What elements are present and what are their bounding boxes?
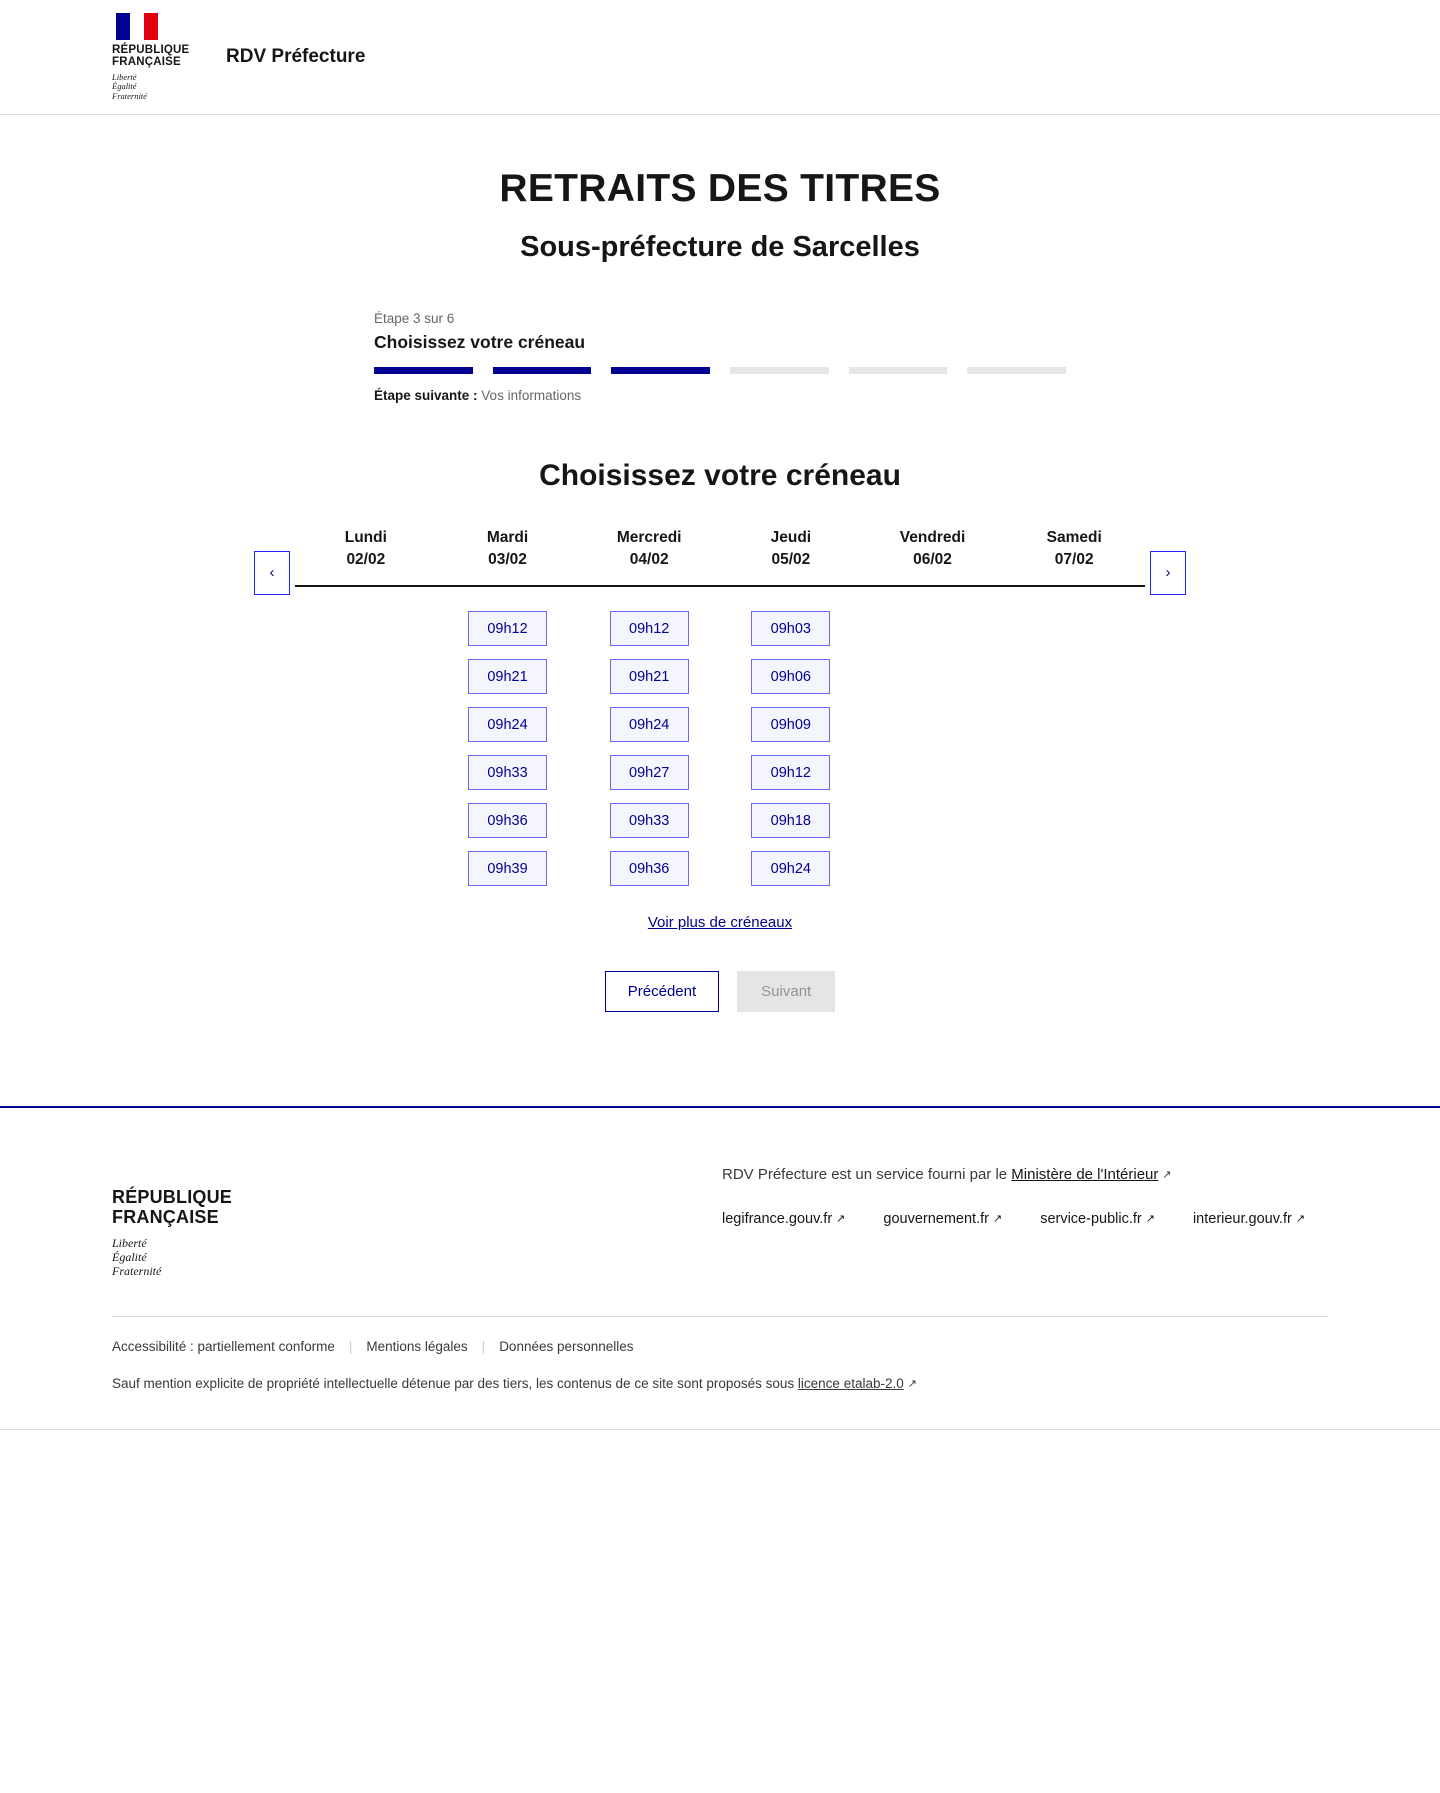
day-columns (295, 527, 1145, 886)
mentions-legales-link[interactable]: Mentions légales (366, 1339, 468, 1354)
slot-button[interactable]: 09h06 (751, 659, 830, 694)
footer-legal-links (112, 1339, 1328, 1354)
footer-logo (112, 1148, 472, 1278)
slot-button[interactable]: 09h24 (751, 851, 830, 886)
site-footer (0, 1106, 1440, 1429)
footer-license-note (112, 1376, 1328, 1429)
french-flag-icon (116, 13, 158, 40)
external-link-icon: ↗ (992, 1213, 1003, 1225)
french-flag-icon (114, 1148, 162, 1179)
stepper (374, 311, 1066, 403)
slot-button[interactable]: 09h21 (468, 659, 547, 694)
stepper-bar-3 (611, 367, 710, 374)
stepper-bar-1 (374, 367, 473, 374)
logo-line-1: RÉPUBLIQUE (112, 43, 190, 56)
stepper-next-label: Étape suivante : (374, 388, 478, 403)
brand-block[interactable] (112, 13, 365, 102)
day-header (720, 527, 862, 587)
day-name: Mardi (486, 529, 529, 546)
day-column-lundi (295, 527, 437, 886)
external-link-icon: ↗ (1145, 1213, 1155, 1225)
slot-button[interactable]: 09h27 (610, 755, 689, 790)
day-column-vendredi (862, 527, 1004, 886)
day-header (437, 527, 579, 587)
day-header (578, 527, 720, 587)
site-header (0, 0, 1440, 115)
bottom-rule (0, 1429, 1440, 1430)
footer-devise-egalite: Égalité (112, 1250, 147, 1264)
footer-description (722, 1166, 1328, 1183)
stepper-progress-bars (374, 367, 1066, 374)
slot-button[interactable]: 09h33 (610, 803, 689, 838)
more-slots-link[interactable]: Voir plus de créneaux (647, 914, 793, 931)
previous-button[interactable]: Précédent (605, 971, 719, 1012)
slot-button[interactable]: 09h21 (610, 659, 689, 694)
day-column-mardi (437, 527, 579, 886)
slot-list (437, 611, 579, 886)
devise-fraternite: Fraternité (112, 90, 147, 101)
stepper-next-value: Vos informations (481, 388, 582, 403)
republique-francaise-logo (112, 13, 204, 102)
slot-list (578, 611, 720, 886)
day-date: 02/02 (346, 551, 386, 568)
stepper-bar-5 (849, 367, 948, 374)
footer-logo-line-2: FRANÇAISE (112, 1207, 219, 1227)
slot-button[interactable]: 09h18 (751, 803, 830, 838)
day-name: Vendredi (899, 529, 966, 546)
slot-button[interactable]: 09h24 (468, 707, 547, 742)
day-column-mercredi (578, 527, 720, 886)
donnees-personnelles-link[interactable]: Données personnelles (499, 1339, 634, 1354)
footer-license-text: Sauf mention explicite de propriété intellectuelle détenue par des tiers, les contenus de ce site sont proposés sous (112, 1376, 798, 1391)
slot-button[interactable]: 09h36 (468, 803, 547, 838)
accessibility-link[interactable]: Accessibilité : partiellement conforme (112, 1339, 335, 1354)
day-date: 04/02 (629, 551, 669, 568)
footer-link-service-public[interactable]: service-public.fr ↗ (1040, 1211, 1155, 1227)
day-name: Samedi (1046, 529, 1102, 546)
stepper-bar-6 (967, 367, 1066, 374)
day-column-jeudi (720, 527, 862, 886)
day-column-samedi (1003, 527, 1145, 886)
footer-divider (112, 1316, 1328, 1429)
legal-divider: | (481, 1339, 486, 1354)
slot-button[interactable]: 09h33 (468, 755, 547, 790)
slot-section-heading: Choisissez votre créneau (539, 459, 901, 492)
footer-top (112, 1148, 1328, 1278)
footer-logo-line-1: RÉPUBLIQUE (112, 1187, 233, 1207)
devise-egalite: Égalité (112, 81, 137, 92)
external-link-icon: ↗ (1162, 1169, 1172, 1181)
day-name: Jeudi (770, 529, 812, 546)
slot-list (720, 611, 862, 886)
day-date: 05/02 (771, 551, 811, 568)
day-header (1003, 527, 1145, 587)
footer-right (472, 1148, 1328, 1227)
day-date: 07/02 (1054, 551, 1094, 568)
footer-devise (112, 1236, 472, 1278)
site-title[interactable]: RDV Préfecture (226, 46, 366, 67)
footer-devise-fraternite: Fraternité (112, 1264, 162, 1278)
legal-divider: | (348, 1339, 353, 1354)
page-title: RETRAITS DES TITRES (499, 167, 941, 210)
day-date: 06/02 (913, 551, 952, 568)
slot-button[interactable]: 09h39 (468, 851, 547, 886)
day-name: Lundi (344, 529, 387, 546)
slot-button[interactable]: 09h03 (751, 611, 830, 646)
day-header (295, 527, 437, 587)
footer-link-interieur[interactable]: interieur.gouv.fr ↗ (1192, 1211, 1306, 1227)
footer-description-text: RDV Préfecture est un service fourni par le (722, 1166, 1012, 1183)
day-name: Mercredi (616, 529, 682, 546)
stepper-next-step (374, 388, 1066, 403)
footer-external-links (722, 1211, 1328, 1227)
page-subtitle: Sous-préfecture de Sarcelles (520, 231, 920, 263)
form-actions (0, 971, 1440, 1012)
stepper-current-step-title: Choisissez votre créneau (374, 332, 586, 352)
slot-button[interactable]: 09h12 (468, 611, 547, 646)
stepper-step-count: Étape 3 sur 6 (374, 311, 455, 326)
external-link-icon: ↗ (836, 1213, 846, 1225)
footer-link-legifrance[interactable]: legifrance.gouv.fr ↗ (722, 1211, 846, 1227)
next-week-button[interactable]: › (1150, 551, 1186, 595)
slot-button[interactable]: 09h36 (610, 851, 689, 886)
day-header (862, 527, 1004, 587)
day-date: 03/02 (488, 551, 527, 568)
slot-button[interactable]: 09h09 (751, 707, 830, 742)
slot-button[interactable]: 09h12 (610, 611, 689, 646)
footer-devise-liberte: Liberté (112, 1236, 147, 1250)
slot-button[interactable]: 09h12 (751, 755, 830, 790)
slot-button[interactable]: 09h24 (610, 707, 689, 742)
etalab-license-link[interactable]: licence etalab-2.0 (797, 1376, 904, 1391)
logo-line-2: FRANÇAISE (112, 55, 181, 68)
stepper-bar-2 (493, 367, 592, 374)
stepper-bar-4 (730, 367, 829, 374)
ministere-interieur-link[interactable]: Ministère de l'Intérieur (1011, 1166, 1159, 1183)
slot-calendar (254, 527, 1186, 886)
next-button: Suivant (737, 971, 835, 1012)
footer-link-gouvernement[interactable]: gouvernement.fr ↗ (883, 1211, 1003, 1227)
external-link-icon: ↗ (907, 1378, 917, 1390)
previous-week-button[interactable]: ‹ (254, 551, 290, 595)
more-slots (0, 914, 1440, 931)
external-link-icon: ↗ (1295, 1213, 1306, 1225)
devise (112, 73, 147, 102)
devise-liberte: Liberté (112, 71, 137, 82)
main-content (0, 115, 1440, 1012)
